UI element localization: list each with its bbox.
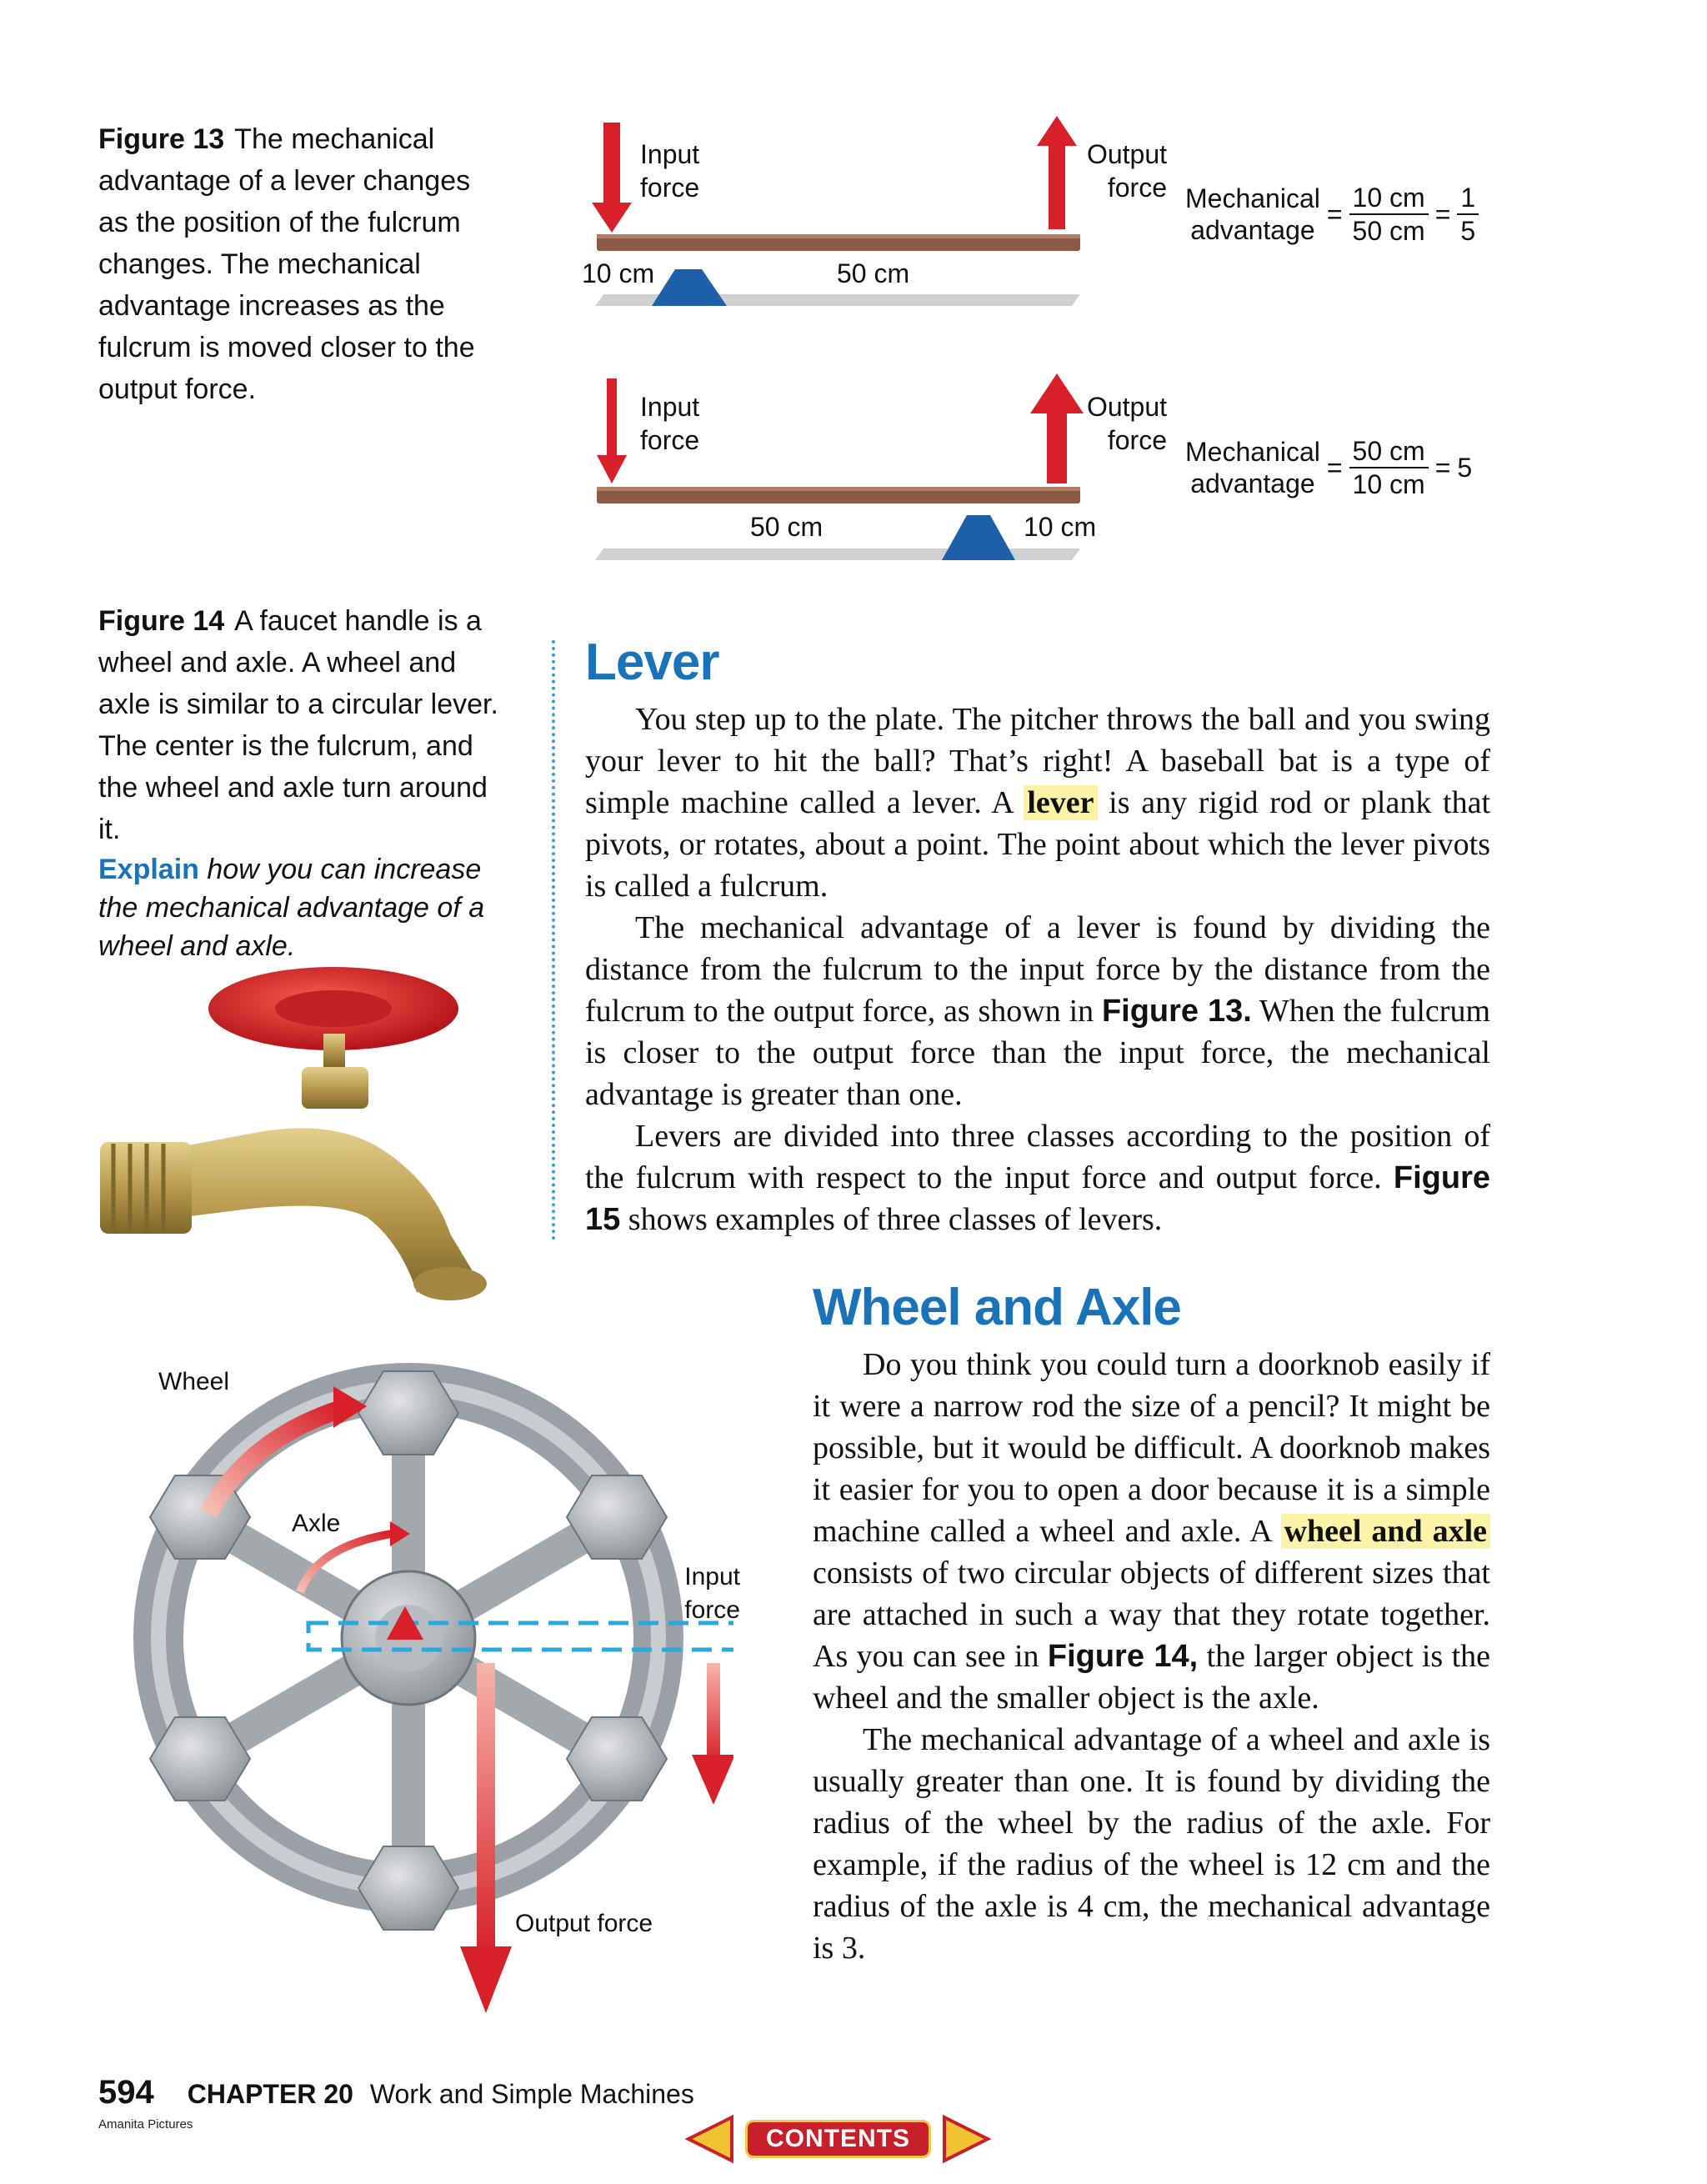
input-arrow-bottom (607, 378, 617, 458)
faucet-photo (83, 959, 533, 1325)
figure-14-caption (98, 600, 507, 965)
wheel-label: Wheel (158, 1368, 230, 1395)
next-page-arrow-icon[interactable] (941, 2114, 991, 2164)
chapter-title: Work and Simple Machines (369, 2079, 694, 2109)
figure-15-reference[interactable]: Figure 15 (585, 1160, 1490, 1237)
keyword-wheel-and-axle: wheel and axle (1281, 1514, 1490, 1549)
figure-14-label: Figure 14 (98, 605, 225, 637)
input-label-top: Input (640, 139, 700, 169)
distance-left-top: 10 cm (582, 258, 655, 288)
wheel-axle-body: Do you think you could turn a doorknob easily if it were a narrow rod the size of a pencil? It might be possible, but it would be difficult. A doorknob makes it easier for you to open a door because it is a simple machine called a wheel and axle. A wheel and axle consists of two circular objects of different sizes that are attached in such a way that they rotate together. As you can see in Figure 14, the larger object is the wheel and the smaller object is the axle. The mechanical advantage of a wheel and axle is usually greater than one. It is found by dividing the radius of the wheel by the radius of the axle. For example, if the radius of the wheel is 12 cm and the radius of the axle is 4 cm, the mechanical advantage is 3. (813, 1347, 1491, 1966)
distance-left-bottom: 50 cm (750, 512, 823, 542)
distance-right-top: 50 cm (837, 258, 910, 288)
distance-right-bottom: 10 cm (1024, 512, 1097, 542)
lever-body: You step up to the plate. The pitcher throws the ball and you swing your lever to hit the ball? That’s right! A baseball bat is a type of simple machine called a lever. A lever is any rigid rod or plank that pivots, or rotates, about a point. The point about which the lever pivots is called a fulcrum. The mechanical advantage of a lever is found by dividing the distance from the fulcrum to the input force by the distance from the fulcrum to the output force, as shown in Figure 13. When the fulcrum is closer to the output force than the input force, the mechanical advantage is greater than one. Levers are divided into three classes according to the position of the fulcrum with respect to the input force and output force. Figure 15 shows examples of three classes of levers. (585, 702, 1491, 1237)
contents-button[interactable]: CONTENTS (745, 2120, 931, 2158)
mechanical-advantage-bottom: Mechanical advantage = $\frac{50 cm}{10 cm}$ = 5 (1185, 436, 1473, 499)
previous-page-arrow-icon[interactable] (685, 2114, 735, 2164)
figure-14-reference[interactable]: Figure 14, (1047, 1639, 1199, 1674)
input-force-arrow (707, 1663, 720, 1763)
output-arrow-top (1049, 143, 1065, 229)
fulcrum-top (652, 269, 727, 306)
output-arrow-bottom (1047, 410, 1067, 483)
contents-navigation (685, 2114, 991, 2164)
figure-14-text: A faucet handle is a wheel and axle. A wheel and axle is similar to a circular lever. The center is the fulcrum, and the wheel and axle turn around it. (98, 605, 498, 845)
chapter-number: CHAPTER 20 (187, 2079, 353, 2109)
axle-label: Axle (292, 1510, 341, 1537)
figure-13-caption (98, 118, 507, 410)
mechanical-advantage-top: Mechanical advantage = $\frac{10 cm}{50 cm}$ = $\frac{1}{5}$ (1185, 182, 1479, 247)
output-force-arrow (477, 1663, 495, 1955)
output-label-top: Output (1086, 139, 1167, 169)
input-force-label: Input (684, 1563, 740, 1590)
explain-text: how you can increase the mechanical advantage of a wheel and axle. (98, 854, 485, 962)
keyword-lever: lever (1024, 785, 1097, 820)
sidebar-divider (552, 640, 555, 1240)
figure-13-label: Figure 13 (98, 123, 225, 155)
figure-13-reference[interactable]: Figure 13. (1101, 994, 1252, 1029)
page-number: 594 (98, 2074, 154, 2111)
footer (98, 2074, 694, 2111)
fulcrum-bottom (942, 515, 1015, 560)
figure-13-text: The mechanical advantage of a lever changes as the position of the fulcrum changes. The mechanical advantage increases as the fulcrum is moved closer to the output force. (98, 123, 475, 405)
photo-credit: Amanita Pictures (98, 2117, 193, 2131)
output-force-label: Output force (515, 1910, 653, 1937)
output-label-bottom: Output (1086, 392, 1167, 422)
input-label-bottom: Input (640, 392, 700, 422)
wheel-axle-heading: Wheel and Axle (813, 1279, 1181, 1336)
explain-label: Explain (98, 854, 199, 885)
input-arrow-top (603, 123, 620, 206)
lever-heading: Lever (585, 634, 719, 691)
